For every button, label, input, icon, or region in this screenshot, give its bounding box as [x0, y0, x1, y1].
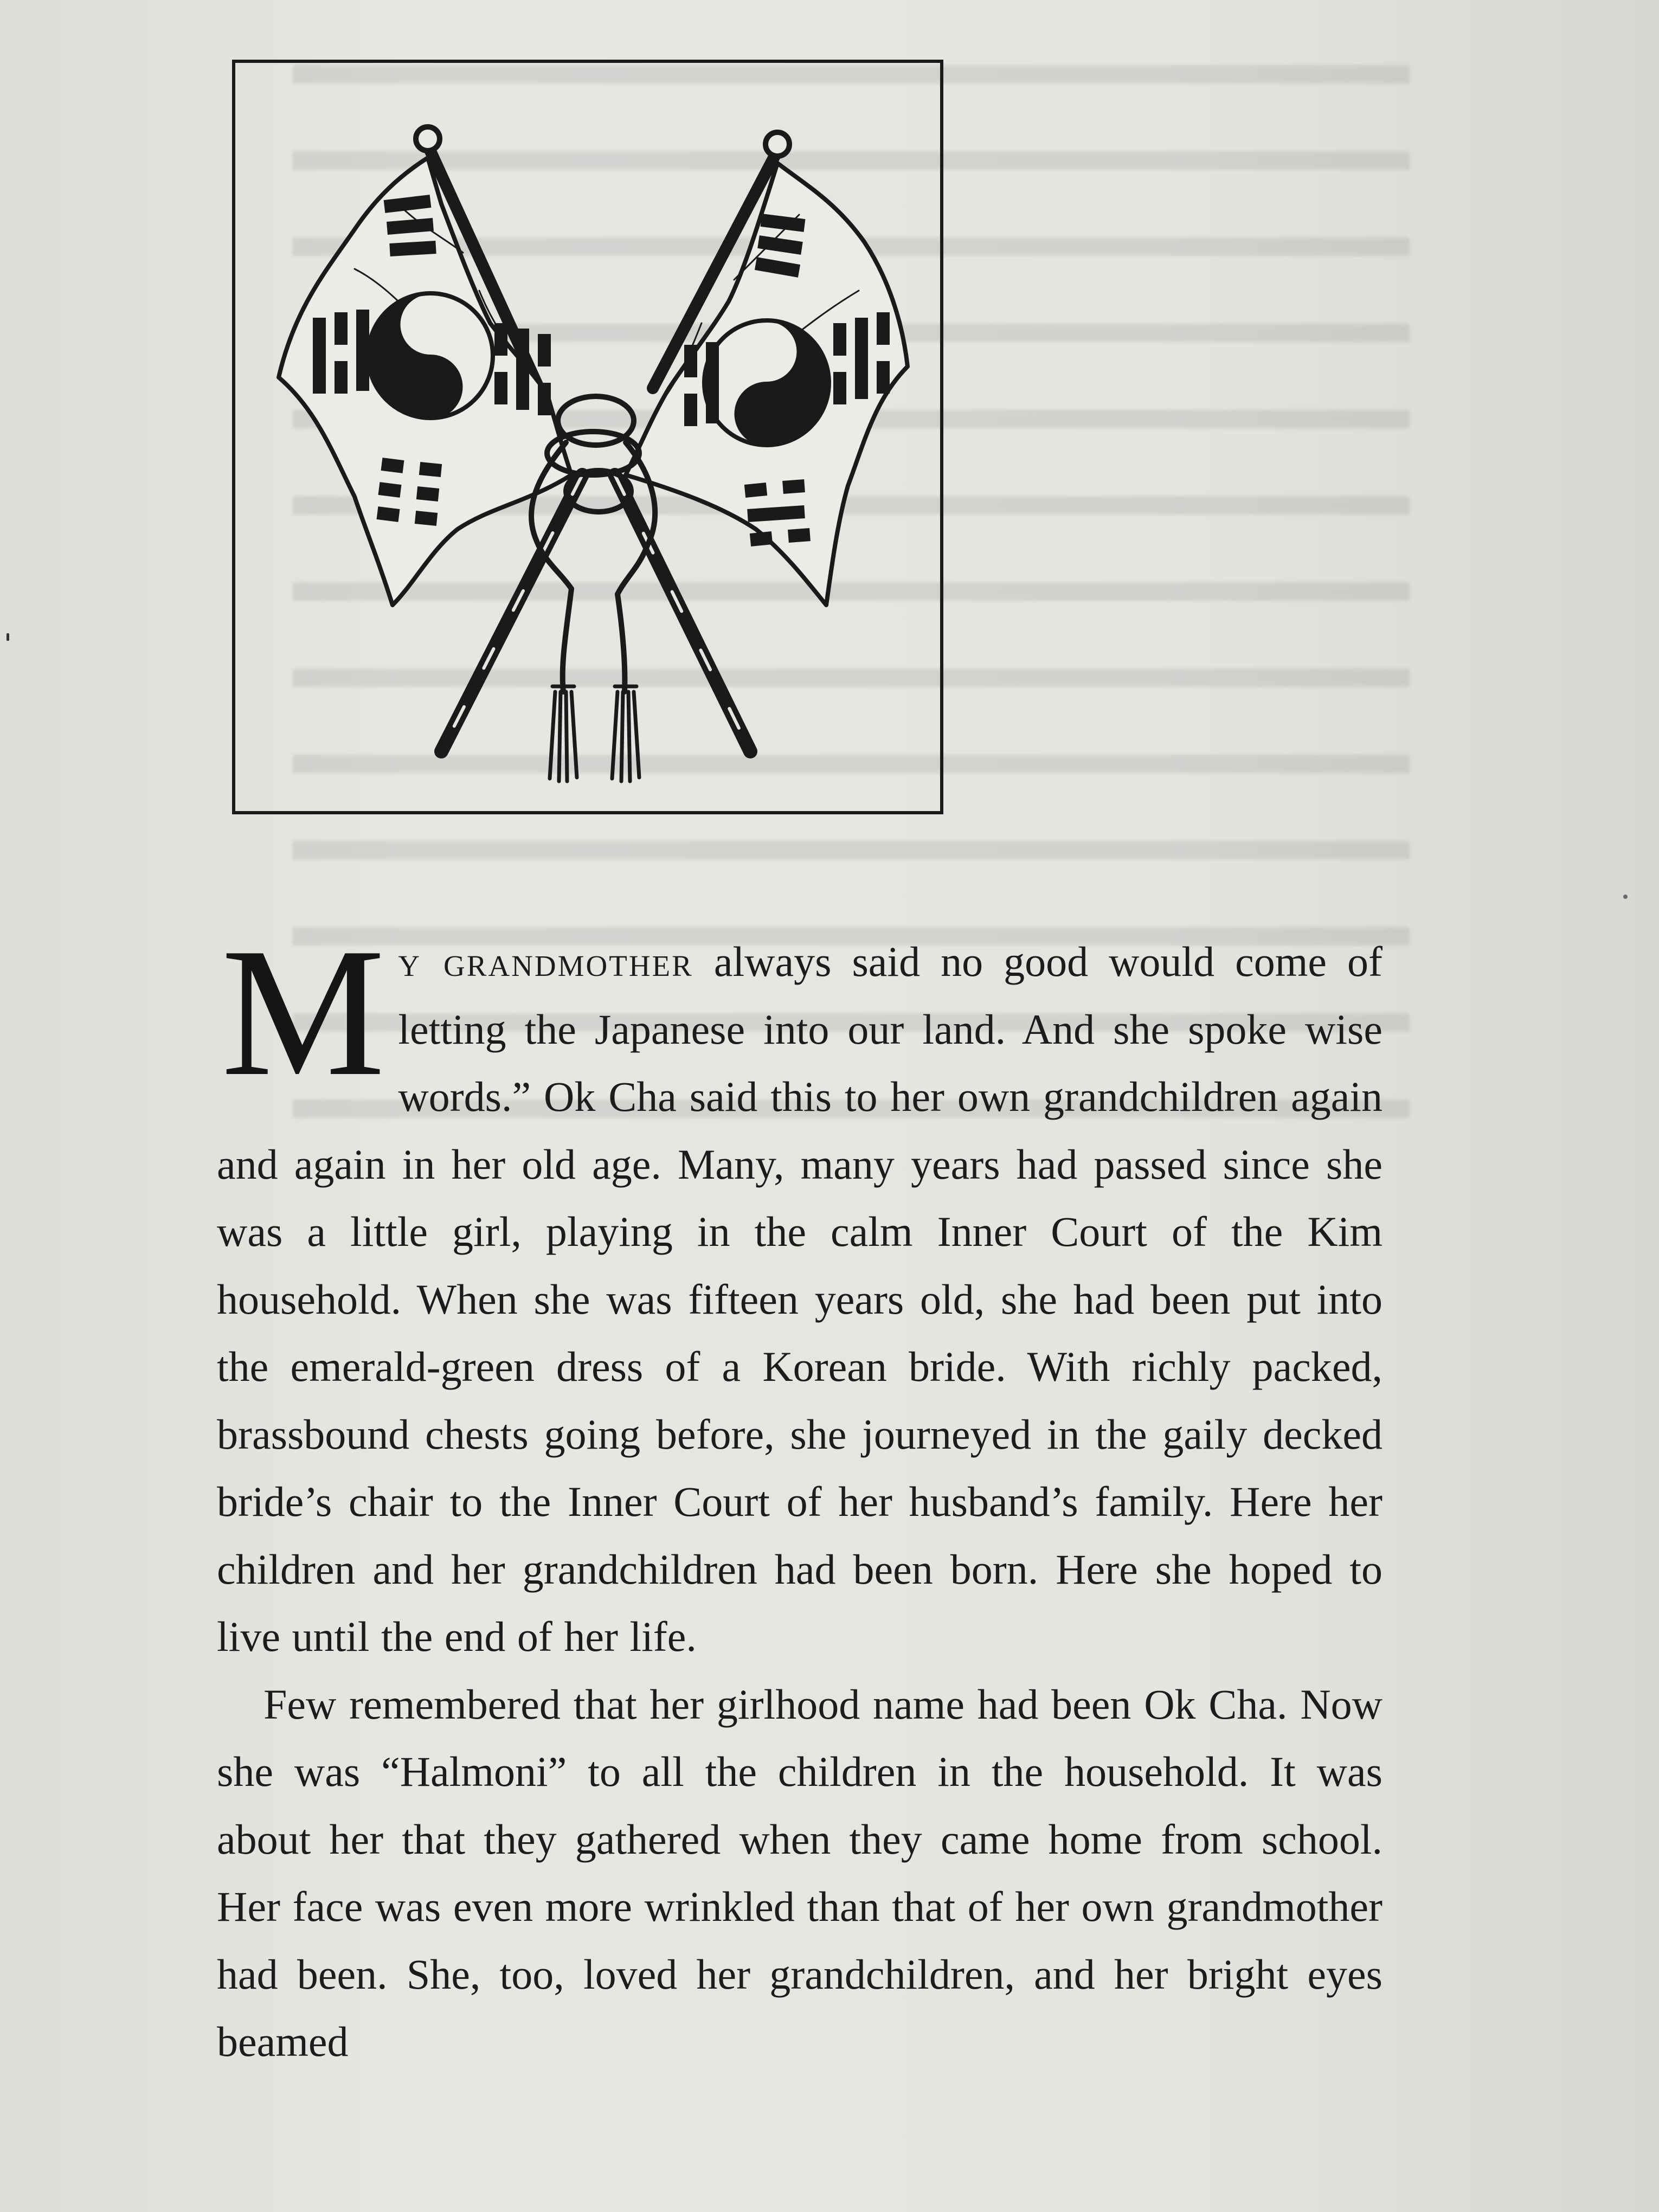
paragraph-2: Few remembered that her girlhood name had been Ok Cha. Now she was “Halmoni” to all the children in the household. It was about her that they gathered when they came home from school. Her face was even more wrinkled than that of her own grandmother had been. She, too, loved her grandchildren, and her bright eyes beamed [217, 1680, 1382, 2065]
paragraph-1 [217, 910, 1382, 1671]
paper-speck [1623, 895, 1628, 899]
opening-small-caps: y grandmother [398, 938, 693, 985]
edge-mark [7, 633, 9, 641]
drop-cap: M [221, 910, 385, 1114]
body-text [217, 910, 1382, 2076]
illustration-frame [232, 60, 943, 814]
paragraph-1-text: always said no good would come of letting the Japanese into our land. And she spoke wise words.” Ok Cha said this to her own grandchildren again and again in her old age. Many, many years had passed since she was a little girl, playing in the calm Inner Court of the Kim household. When she was fifteen years old, she had been put into the emerald-green dress of a Korean bride. With richly packed, brassbound chests going before, she journeyed in the gaily decked bride’s chair to the Inner Court of her husband’s family. Here her children and her grandchildren had been born. Here she hoped to live until the end of her life. [217, 938, 1382, 1660]
crossed-korean-flags-icon [235, 63, 940, 811]
